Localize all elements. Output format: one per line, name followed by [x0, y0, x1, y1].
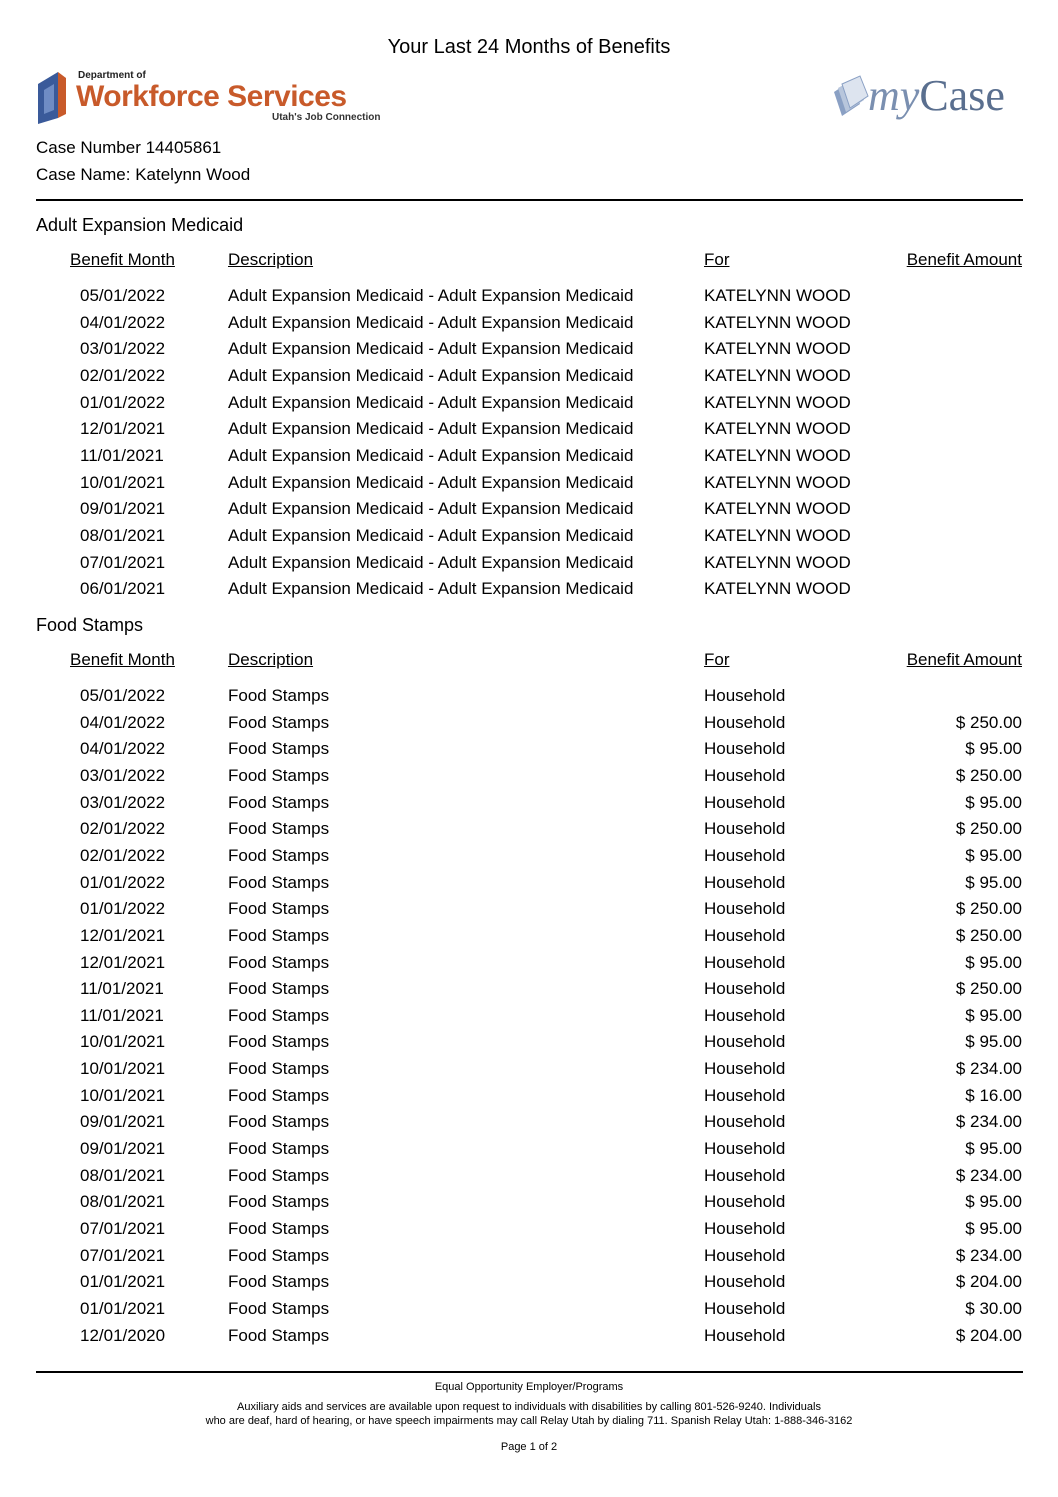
cell-amount: $ 95.00	[965, 1032, 1022, 1052]
cell-description: Food Stamps	[228, 1298, 330, 1318]
cell-month: 02/01/2022	[80, 365, 166, 385]
cell-for: Household	[704, 712, 786, 732]
table-row	[0, 739, 1058, 765]
table-row	[0, 766, 1058, 792]
table-row	[0, 339, 1058, 365]
cell-month: 07/01/2021	[80, 1245, 166, 1265]
column-header-for: For	[704, 250, 730, 269]
table-row	[0, 553, 1058, 579]
cell-for: Household	[704, 872, 786, 892]
cell-for: KATELYNN WOOD	[704, 525, 851, 545]
cell-month: 10/01/2021	[80, 1032, 166, 1052]
cell-month: 01/01/2021	[80, 1298, 166, 1318]
cell-description: Adult Expansion Medicaid - Adult Expansion Medicaid	[228, 286, 634, 305]
table-row	[0, 713, 1058, 739]
table-row	[0, 1059, 1058, 1085]
table-row	[0, 286, 1058, 312]
table-row	[0, 1219, 1058, 1245]
column-header-month: Benefit Month	[70, 250, 175, 269]
cell-month: 10/01/2021	[80, 1059, 166, 1079]
cell-for: Household	[704, 1219, 786, 1238]
table-row	[0, 1166, 1058, 1192]
cell-amount: $ 250.00	[955, 712, 1022, 732]
cell-description: Food Stamps	[228, 952, 330, 972]
table-row	[0, 526, 1058, 552]
cell-month: 01/01/2022	[80, 392, 166, 412]
section-title: Food Stamps	[36, 615, 144, 635]
cell-description: Food Stamps	[228, 1085, 330, 1105]
cell-month: 04/01/2022	[80, 312, 166, 332]
cell-amount: $ 234.00	[955, 1165, 1022, 1185]
cell-amount: $ 95.00	[965, 872, 1022, 892]
cell-amount: $ 250.00	[955, 899, 1022, 919]
column-header-amount: Benefit Amount	[906, 250, 1022, 269]
cell-amount: $ 95.00	[965, 952, 1022, 972]
cell-month: 03/01/2022	[80, 792, 166, 812]
cell-for: Household	[704, 1272, 786, 1292]
column-header-description: Description	[228, 250, 314, 269]
cell-amount: $ 16.00	[965, 1085, 1022, 1105]
cell-description: Food Stamps	[228, 1032, 330, 1052]
cell-month: 12/01/2021	[80, 952, 166, 972]
cell-description: Food Stamps	[228, 979, 330, 999]
cell-description: Food Stamps	[228, 1005, 330, 1025]
cell-description: Adult Expansion Medicaid - Adult Expansion Medicaid	[228, 312, 634, 332]
table-row	[0, 1192, 1058, 1218]
cell-month: 04/01/2022	[80, 739, 166, 759]
cell-month: 10/01/2021	[80, 1085, 166, 1105]
cell-for: KATELYNN WOOD	[704, 445, 851, 465]
cell-description: Adult Expansion Medicaid - Adult Expansion Medicaid	[228, 419, 634, 439]
dws-line1: Department of	[78, 70, 146, 81]
case-number: Case Number 14405861	[36, 138, 222, 157]
table-row	[0, 819, 1058, 845]
cell-amount: $ 250.00	[955, 765, 1022, 785]
cell-month: 06/01/2021	[80, 579, 166, 599]
cell-for: KATELYNN WOOD	[704, 339, 851, 359]
cell-month: 11/01/2021	[80, 1005, 164, 1025]
cell-description: Adult Expansion Medicaid - Adult Expansion Medicaid	[228, 445, 634, 465]
footer-page-number: Page 1 of 2	[500, 1441, 558, 1453]
cell-description: Adult Expansion Medicaid - Adult Expansion Medicaid	[228, 579, 634, 599]
cell-description: Adult Expansion Medicaid - Adult Expansion Medicaid	[228, 339, 634, 359]
cell-for: KATELYNN WOOD	[704, 419, 851, 439]
cell-for: Household	[704, 979, 786, 999]
cell-month: 12/01/2021	[80, 925, 166, 945]
dws-tagline: Utah's Job Connection	[272, 112, 381, 123]
cell-for: Household	[704, 686, 786, 705]
cell-for: Household	[704, 1005, 786, 1025]
cell-for: Household	[704, 1245, 786, 1265]
cell-month: 03/01/2022	[80, 339, 166, 359]
cell-description: Food Stamps	[228, 1059, 330, 1079]
cell-description: Food Stamps	[228, 845, 330, 865]
cell-for: Household	[704, 1165, 786, 1185]
cell-month: 09/01/2021	[80, 1139, 166, 1159]
cell-description: Food Stamps	[228, 1139, 330, 1159]
cell-for: KATELYNN WOOD	[704, 312, 851, 332]
mycase-wordmark-my: my	[868, 71, 920, 120]
table-row	[0, 446, 1058, 472]
cell-description: Food Stamps	[228, 1165, 330, 1185]
table-row	[0, 979, 1058, 1005]
cell-for: KATELYNN WOOD	[704, 499, 851, 519]
cell-description: Food Stamps	[228, 712, 330, 732]
cell-month: 11/01/2021	[80, 979, 164, 999]
column-header-for: For	[704, 650, 730, 669]
cell-amount: $ 250.00	[955, 925, 1022, 945]
mycase-pages-icon	[830, 74, 870, 120]
cell-for: Household	[704, 1112, 786, 1132]
cell-for: Household	[704, 899, 786, 919]
dws-emblem-icon	[36, 70, 76, 126]
table-row	[0, 873, 1058, 899]
cell-for: Household	[704, 739, 786, 759]
workforce-services-logo	[36, 68, 381, 128]
cell-month: 09/01/2021	[80, 1112, 166, 1132]
cell-month: 08/01/2021	[80, 1165, 166, 1185]
table-row	[0, 1086, 1058, 1112]
cell-for: KATELYNN WOOD	[704, 472, 851, 492]
cell-for: Household	[704, 952, 786, 972]
cell-description: Adult Expansion Medicaid - Adult Expansion Medicaid	[228, 365, 634, 385]
page-title: Your Last 24 Months of Benefits	[387, 36, 671, 58]
cell-description: Adult Expansion Medicaid - Adult Expansion Medicaid	[228, 552, 634, 572]
cell-for: KATELYNN WOOD	[704, 286, 851, 305]
cell-month: 07/01/2021	[80, 1219, 166, 1238]
column-header-month: Benefit Month	[70, 650, 175, 669]
cell-month: 09/01/2021	[80, 499, 166, 519]
cell-month: 03/01/2022	[80, 765, 166, 785]
table-row	[0, 419, 1058, 445]
table-row	[0, 366, 1058, 392]
cell-for: Household	[704, 1325, 786, 1345]
footer-accessibility-line1: Auxiliary aids and services are available upon request to individuals with disabilities by calling 801-526-9240. Individuals	[237, 1401, 821, 1413]
cell-description: Food Stamps	[228, 1325, 330, 1345]
cell-for: Household	[704, 1032, 786, 1052]
cell-for: Household	[704, 1298, 786, 1318]
cell-description: Food Stamps	[228, 1272, 330, 1292]
cell-month: 01/01/2022	[80, 872, 166, 892]
cell-amount: $ 234.00	[955, 1112, 1022, 1132]
table-row	[0, 953, 1058, 979]
table-row	[0, 393, 1058, 419]
cell-month: 08/01/2021	[80, 1192, 166, 1212]
cell-description: Food Stamps	[228, 765, 330, 785]
cell-for: Household	[704, 845, 786, 865]
cell-for: KATELYNN WOOD	[704, 579, 851, 599]
cell-description: Food Stamps	[228, 899, 330, 919]
header-divider	[36, 199, 1023, 201]
table-row	[0, 1112, 1058, 1138]
cell-description: Food Stamps	[228, 1219, 330, 1238]
cell-amount: $ 250.00	[955, 979, 1022, 999]
cell-for: KATELYNN WOOD	[704, 552, 851, 572]
table-row	[0, 793, 1058, 819]
cell-month: 11/01/2021	[80, 445, 164, 465]
cell-amount: $ 95.00	[965, 1005, 1022, 1025]
cell-month: 07/01/2021	[80, 552, 166, 572]
table-row	[0, 1246, 1058, 1272]
cell-description: Food Stamps	[228, 872, 330, 892]
cell-for: Household	[704, 819, 786, 839]
cell-amount: $ 30.00	[965, 1298, 1022, 1318]
cell-amount: $ 95.00	[965, 845, 1022, 865]
cell-month: 12/01/2020	[80, 1325, 166, 1345]
cell-amount: $ 95.00	[965, 1139, 1022, 1159]
cell-amount: $ 234.00	[955, 1059, 1022, 1079]
cell-for: Household	[704, 1059, 786, 1079]
dws-line2: Workforce Services	[76, 80, 347, 113]
table-row	[0, 499, 1058, 525]
cell-month: 01/01/2022	[80, 899, 166, 919]
cell-amount: $ 204.00	[955, 1272, 1022, 1292]
cell-for: Household	[704, 765, 786, 785]
mycase-wordmark-case: Case	[919, 71, 1005, 120]
table-row	[0, 926, 1058, 952]
cell-description: Food Stamps	[228, 686, 330, 705]
cell-amount: $ 95.00	[965, 739, 1022, 759]
table-row	[0, 1272, 1058, 1298]
cell-description: Adult Expansion Medicaid - Adult Expansion Medicaid	[228, 499, 634, 519]
section-title: Adult Expansion Medicaid	[36, 215, 244, 235]
cell-month: 05/01/2022	[80, 686, 166, 705]
table-row	[0, 1299, 1058, 1325]
mycase-wordmark	[868, 70, 1005, 121]
mycase-logo	[830, 68, 1020, 128]
table-row	[0, 846, 1058, 872]
cell-amount: $ 234.00	[955, 1245, 1022, 1265]
cell-month: 08/01/2021	[80, 525, 166, 545]
column-header-description: Description	[228, 650, 314, 669]
table-row	[0, 473, 1058, 499]
cell-month: 02/01/2022	[80, 819, 166, 839]
table-row	[0, 899, 1058, 925]
cell-amount: $ 204.00	[955, 1325, 1022, 1345]
cell-amount: $ 95.00	[965, 792, 1022, 812]
table-row	[0, 313, 1058, 339]
cell-for: Household	[704, 1192, 786, 1212]
cell-month: 02/01/2022	[80, 845, 166, 865]
cell-description: Food Stamps	[228, 1245, 330, 1265]
cell-amount: $ 95.00	[965, 1192, 1022, 1212]
cell-description: Adult Expansion Medicaid - Adult Expansion Medicaid	[228, 472, 634, 492]
cell-amount: $ 95.00	[965, 1219, 1022, 1238]
column-header-amount: Benefit Amount	[906, 650, 1022, 669]
table-row	[0, 579, 1058, 605]
cell-description: Food Stamps	[228, 739, 330, 759]
table-row	[0, 1006, 1058, 1032]
cell-month: 12/01/2021	[80, 419, 166, 439]
cell-description: Food Stamps	[228, 1112, 330, 1132]
cell-description: Food Stamps	[228, 925, 330, 945]
cell-amount: $ 250.00	[955, 819, 1022, 839]
cell-for: Household	[704, 925, 786, 945]
table-row	[0, 686, 1058, 712]
cell-description: Food Stamps	[228, 819, 330, 839]
cell-description: Food Stamps	[228, 1192, 330, 1212]
cell-for: KATELYNN WOOD	[704, 392, 851, 412]
footer-eeo: Equal Opportunity Employer/Programs	[434, 1381, 624, 1393]
cell-description: Food Stamps	[228, 792, 330, 812]
cell-for: KATELYNN WOOD	[704, 365, 851, 385]
cell-month: 05/01/2022	[80, 286, 166, 305]
footer-divider	[36, 1371, 1023, 1373]
cell-month: 04/01/2022	[80, 712, 166, 732]
cell-for: Household	[704, 792, 786, 812]
cell-month: 01/01/2021	[80, 1272, 166, 1292]
cell-month: 10/01/2021	[80, 472, 166, 492]
footer-accessibility-line2: who are deaf, hard of hearing, or have speech impairments may call Relay Utah by dialing 711. Spanish Relay Utah: 1-888-346-3162	[205, 1415, 853, 1427]
table-row	[0, 1032, 1058, 1058]
cell-for: Household	[704, 1085, 786, 1105]
cell-for: Household	[704, 1139, 786, 1159]
table-row	[0, 1326, 1058, 1352]
table-row	[0, 1139, 1058, 1165]
cell-description: Adult Expansion Medicaid - Adult Expansion Medicaid	[228, 525, 634, 545]
case-name: Case Name: Katelynn Wood	[36, 165, 251, 184]
cell-description: Adult Expansion Medicaid - Adult Expansion Medicaid	[228, 392, 634, 412]
